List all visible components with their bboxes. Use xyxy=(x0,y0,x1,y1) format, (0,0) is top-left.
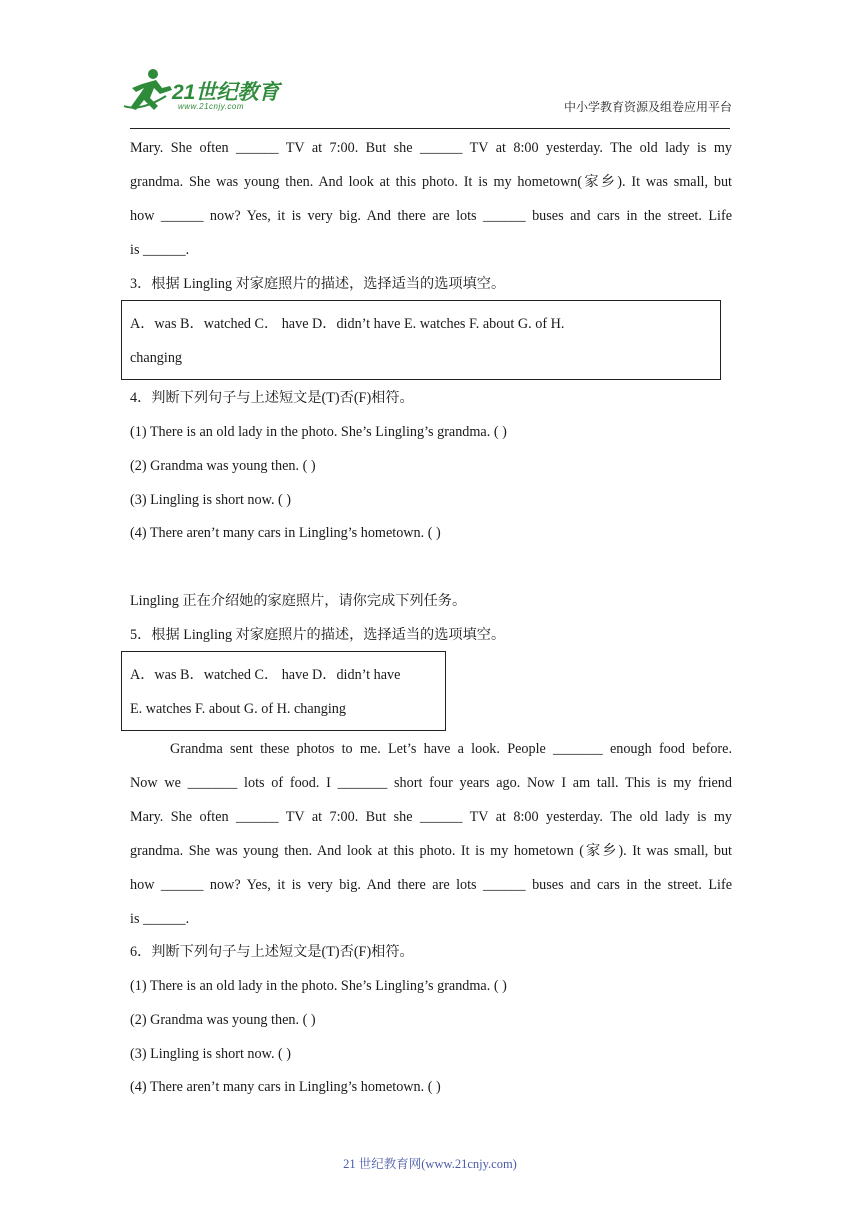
question-4-item: (4) There aren’t many cars in Lingling’s hometown. ( ) xyxy=(130,525,441,541)
question-4-title: 4．判断下列句子与上述短文是(T)否(F)相符。 xyxy=(130,390,414,406)
passage2-line: Mary. She often ______ TV at 7:00. But she ______ TV at 8:00 yesterday. The old lady is my xyxy=(130,809,732,825)
question-5-options-line: A．was B．watched C． have D．didn’t have xyxy=(130,667,401,683)
page-header xyxy=(120,66,732,130)
passage2-line: how ______ now? Yes, it is very big. And there are lots ______ buses and cars in the street. Life xyxy=(130,877,732,893)
question-5-options-line: E. watches F. about G. of H. changing xyxy=(130,701,346,717)
question-3-options-line: A．was B．watched C． have D．didn’t have E. watches F. about G. of H. xyxy=(130,316,565,332)
section-intro: Lingling 正在介绍她的家庭照片，请你完成下列任务。 xyxy=(130,593,467,609)
page-footer: 21 世纪教育网(www.21cnjy.com) xyxy=(343,1157,517,1171)
question-6-item: (1) There is an old lady in the photo. She’s Lingling’s grandma. ( ) xyxy=(130,978,507,994)
question-6-item: (4) There aren’t many cars in Lingling’s hometown. ( ) xyxy=(130,1079,441,1095)
question-4-item: (1) There is an old lady in the photo. She’s Lingling’s grandma. ( ) xyxy=(130,424,507,440)
passage1-line: is ______. xyxy=(130,242,190,258)
logo-url: www.21cnjy.com xyxy=(178,102,244,111)
passage1-line: grandma. She was young then. And look at this photo. It is my hometown(家乡). It was small, but xyxy=(130,174,732,190)
question-6-item: (2) Grandma was young then. ( ) xyxy=(130,1012,316,1028)
passage1-line: how ______ now? Yes, it is very big. And there are lots ______ buses and cars in the street. Life xyxy=(130,208,732,224)
question-4-item: (3) Lingling is short now. ( ) xyxy=(130,492,292,508)
question-4-item: (2) Grandma was young then. ( ) xyxy=(130,458,316,474)
platform-title: 中小学教育资源及组卷应用平台 xyxy=(563,100,732,114)
passage1-line: Mary. She often ______ TV at 7:00. But she ______ TV at 8:00 yesterday. The old lady is my xyxy=(130,140,732,156)
question-6-title: 6．判断下列句子与上述短文是(T)否(F)相符。 xyxy=(130,944,414,960)
question-3-title: 3．根据 Lingling 对家庭照片的描述，选择适当的选项填空。 xyxy=(130,276,506,292)
runner-logo-icon xyxy=(120,66,180,118)
passage2-line: is ______. xyxy=(130,911,190,927)
passage2-line: Grandma sent these photos to me. Let’s have a look. People _______ enough food before. xyxy=(170,741,732,757)
passage2-line: grandma. She was young then. And look at this photo. It is my hometown (家乡). It was small, but xyxy=(130,843,732,859)
question-5-title: 5．根据 Lingling 对家庭照片的描述，选择适当的选项填空。 xyxy=(130,627,506,643)
header-divider xyxy=(130,128,730,129)
site-logo xyxy=(120,66,295,118)
question-5-options-box xyxy=(121,651,446,731)
question-3-options-line: changing xyxy=(130,350,183,366)
question-3-options-box xyxy=(121,300,721,380)
logo-text: 21世纪教育 xyxy=(172,81,280,104)
question-6-item: (3) Lingling is short now. ( ) xyxy=(130,1046,292,1062)
passage2-line: Now we _______ lots of food. I _______ short four years ago. Now I am tall. This is my friend xyxy=(130,775,732,791)
